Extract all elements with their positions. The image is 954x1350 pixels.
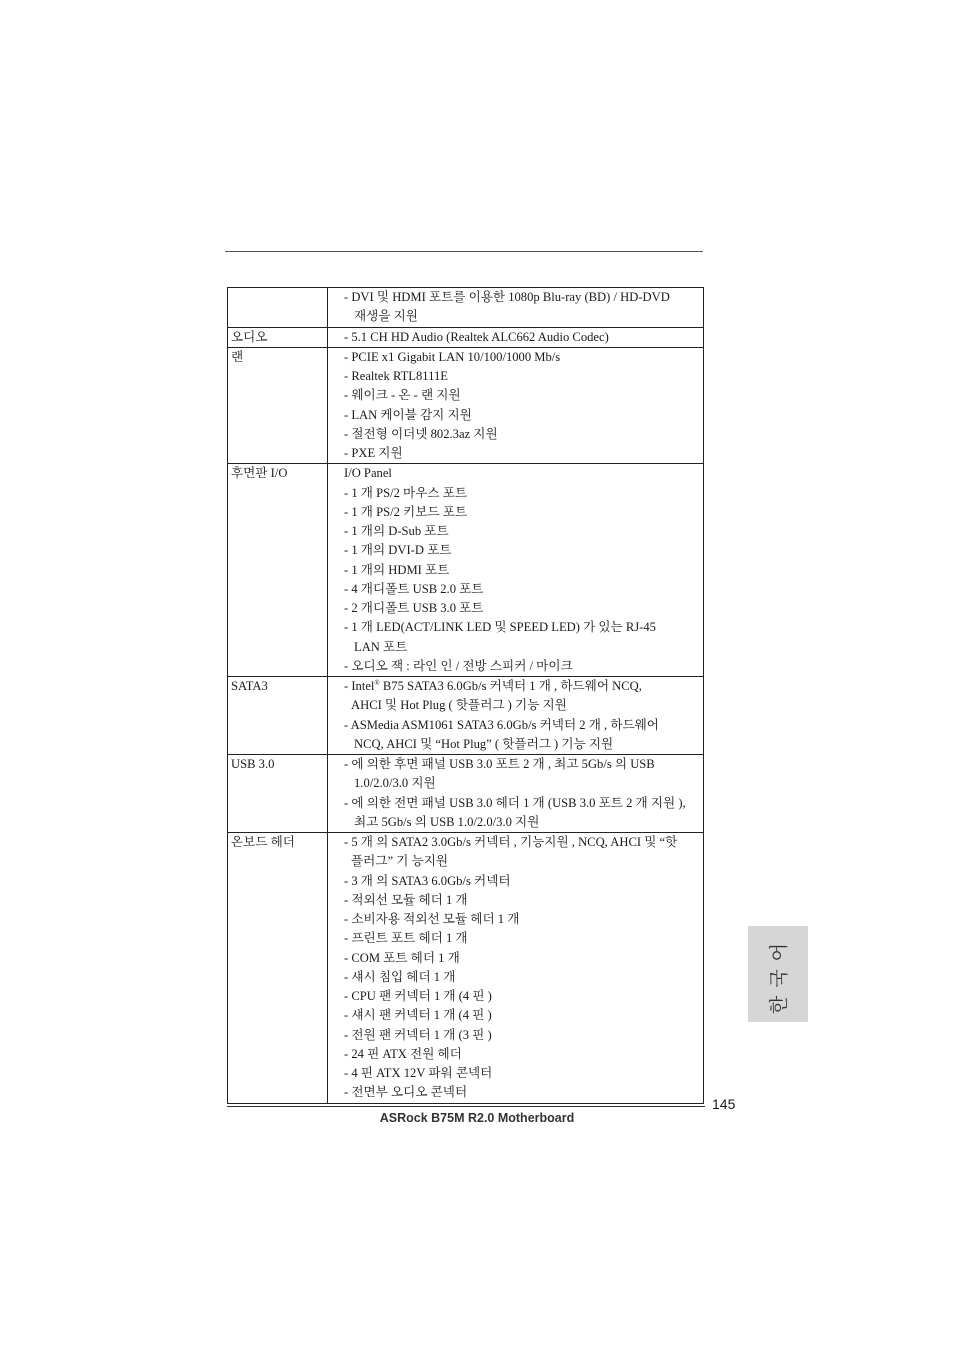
spec-detail-line: - 절전형 이더넷 802.3az 지원 [344, 426, 498, 441]
spec-label-text: 온보드 헤더 [231, 835, 295, 849]
language-tab-label: 한국어 [768, 934, 791, 1014]
spec-detail-line: - 섀시 팬 커넥터 1 개 (4 핀 ) [344, 1008, 492, 1023]
spec-detail-line: NCQ, AHCI 및 “Hot Plug” ( 핫플러그 ) 기능 지원 [354, 736, 614, 751]
spec-detail-line [344, 677, 703, 696]
spec-label [228, 833, 328, 1104]
spec-row [228, 677, 704, 755]
top-rule [225, 251, 703, 252]
spec-detail-line: - CPU 팬 커넥터 1 개 (4 핀 ) [344, 989, 492, 1003]
spec-label-text: USB 3.0 [231, 757, 275, 771]
spec-detail-line: 최고 5Gb/s 의 USB 1.0/2.0/3.0 지원 [354, 814, 540, 829]
spec-detail-line: AHCI 및 Hot Plug ( 핫플러그 ) 기능 지원 [351, 698, 567, 713]
spec-detail-line: - DVI 및 HDMI 포트를 이용한 1080p Blu-ray (BD) / HD-DVD [344, 290, 670, 304]
spec-label [228, 347, 328, 464]
spec-detail-line: I/O Panel [344, 466, 392, 481]
spec-detail-line: 재생을 지원 [354, 309, 418, 324]
registered-mark: ® [374, 678, 380, 687]
spec-row [228, 327, 704, 347]
spec-label-text: 랜 [231, 349, 244, 364]
spec-label [228, 464, 328, 677]
spec-label-text: 오디오 [231, 329, 268, 344]
spec-detail-line: - 3 개 의 SATA3 6.0Gb/s 커넥터 [344, 873, 511, 888]
footer-rule [227, 1106, 705, 1107]
page-number: 145 [712, 1096, 736, 1112]
spec-detail-line: - 1 개 LED(ACT/LINK LED 및 SPEED LED) 가 있는 RJ-45 [344, 620, 656, 635]
spec-detail-line: 플러그” 기 능지원 [351, 854, 449, 869]
spec-row [228, 755, 704, 833]
footer-title: ASRock B75M R2.0 Motherboard [379, 1111, 575, 1125]
spec-detail-line: - 1 개 PS/2 키보드 포트 [344, 504, 468, 519]
spec-label-text: 후면판 I/O [231, 466, 288, 481]
spec-detail-text: B75 SATA3 6.0Gb/s 커넥터 1 개 , 하드웨어 NCQ, [379, 679, 642, 693]
spec-row [228, 288, 704, 328]
spec-detail-line: - 4 개디폴트 USB 2.0 포트 [344, 581, 484, 596]
spec-detail-line: - Realtek RTL8111E [344, 369, 448, 383]
spec-detail-line: - 섀시 침입 헤더 1 개 [344, 969, 456, 984]
spec-label [228, 755, 328, 833]
spec-detail-line: - ASMedia ASM1061 SATA3 6.0Gb/s 커넥터 2 개 , 하드웨어 [344, 717, 659, 732]
spec-label-text: SATA3 [231, 679, 268, 693]
spec-detail-line: - 5 개 의 SATA2 3.0Gb/s 커넥터 , 기능지원 , NCQ, AHCI 및 “핫 [344, 835, 678, 849]
spec-detail-line: - 전원 팬 커넥터 1 개 (3 핀 ) [344, 1027, 492, 1042]
spec-detail-line: - 1 개의 HDMI 포트 [344, 562, 450, 577]
spec-detail-line: - 에 의한 전면 패널 USB 3.0 헤더 1 개 (USB 3.0 포트 2 개 지원 ), [344, 795, 686, 810]
spec-detail-line: - PXE 지원 [344, 446, 403, 460]
spec-label [228, 677, 328, 755]
spec-detail-line: LAN 포트 [354, 639, 408, 654]
spec-row [228, 347, 704, 464]
spec-detail-line: - 웨이크 - 온 - 랜 지원 [344, 388, 461, 403]
spec-detail [328, 755, 704, 833]
spec-detail-line: - 적외선 모듈 헤더 1 개 [344, 892, 468, 907]
spec-detail-text: - Intel [344, 679, 375, 693]
spec-detail-line: - COM 포트 헤더 1 개 [344, 950, 460, 965]
spec-row [228, 464, 704, 677]
spec-table [227, 287, 704, 1104]
spec-detail [328, 464, 704, 677]
spec-detail-line: - PCIE x1 Gigabit LAN 10/100/1000 Mb/s [344, 349, 561, 364]
spec-detail-line: - 1 개 PS/2 마우스 포트 [344, 485, 468, 500]
spec-label [228, 288, 328, 328]
spec-detail-line: - 5.1 CH HD Audio (Realtek ALC662 Audio Codec) [344, 329, 609, 344]
spec-detail-line: - 24 핀 ATX 전원 헤더 [344, 1046, 462, 1061]
spec-detail-line: - 전면부 오디오 콘넥터 [344, 1085, 468, 1100]
spec-detail-line: - 오디오 잭 : 라인 인 / 전방 스피커 / 마이크 [344, 658, 573, 673]
spec-detail-line: - 에 의한 후면 패널 USB 3.0 포트 2 개 , 최고 5Gb/s 의 USB [344, 757, 655, 771]
spec-detail-line: - 2 개디폴트 USB 3.0 포트 [344, 601, 484, 615]
spec-label-text [231, 288, 327, 307]
spec-detail-line: - 프린트 포트 헤더 1 개 [344, 931, 468, 946]
spec-detail-line: - 4 핀 ATX 12V 파워 콘넥터 [344, 1066, 493, 1080]
spec-detail-line: - 1 개의 D-Sub 포트 [344, 524, 449, 538]
spec-detail [328, 288, 704, 328]
spec-table-body [228, 288, 704, 1104]
spec-detail-line: - 1 개의 DVI-D 포트 [344, 543, 452, 558]
spec-detail-line: - 소비자용 적외선 모듈 헤더 1 개 [344, 912, 520, 926]
spec-label [228, 327, 328, 347]
language-tab [748, 926, 808, 1022]
spec-row [228, 833, 704, 1104]
spec-detail-line: - LAN 케이블 감지 지원 [344, 407, 472, 422]
spec-detail [328, 833, 704, 1104]
spec-detail [328, 677, 704, 755]
spec-detail [328, 327, 704, 347]
spec-detail-line: 1.0/2.0/3.0 지원 [354, 776, 436, 791]
spec-detail [328, 347, 704, 464]
